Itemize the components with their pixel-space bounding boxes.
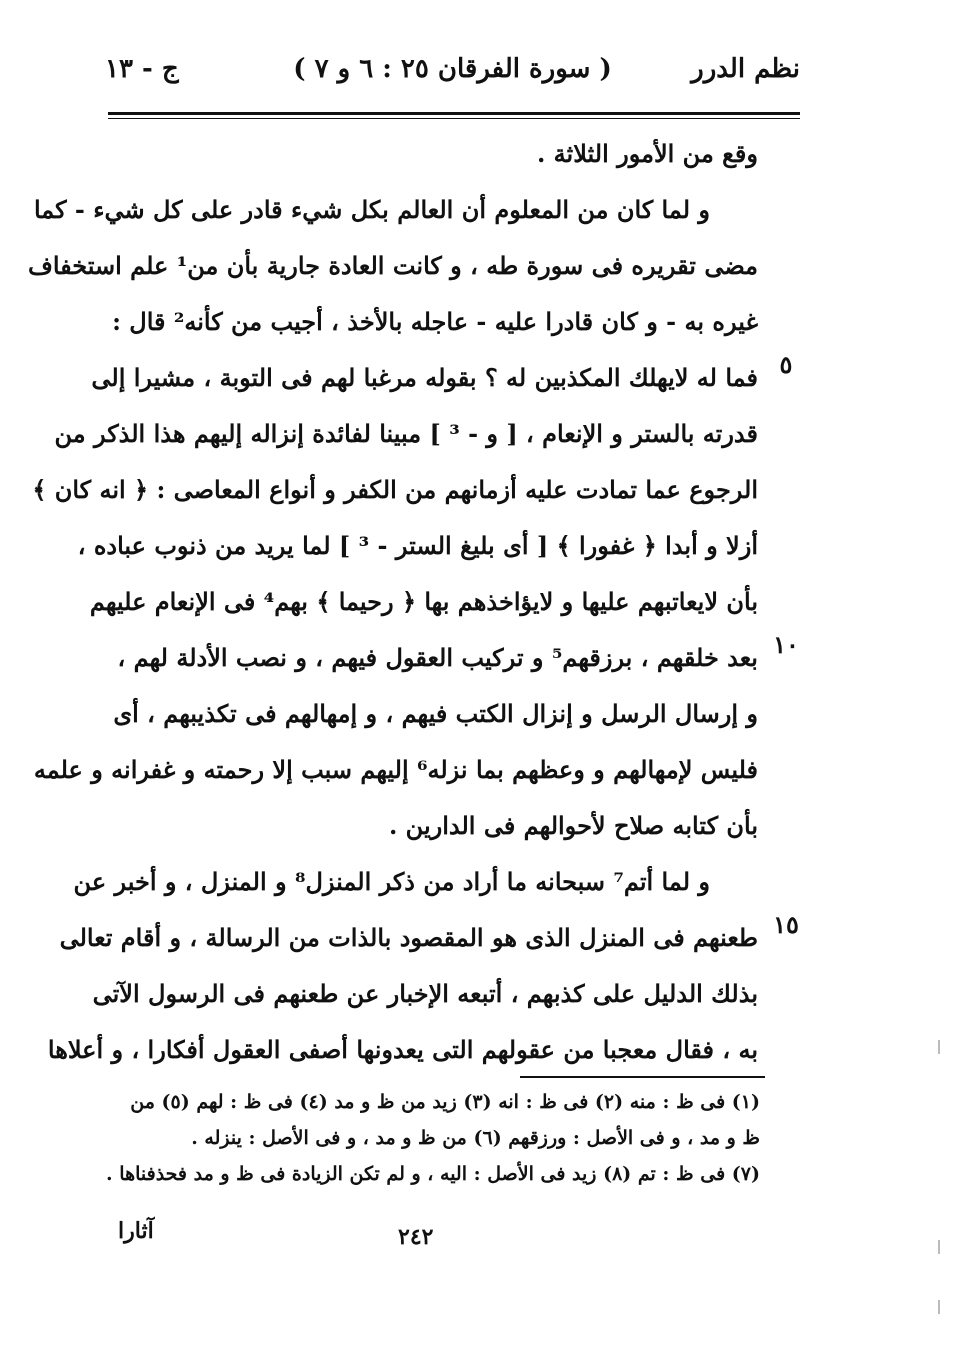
text-line: بأن كتابه صلاح لأحوالهم فى الدارين . [388, 811, 758, 840]
main-text [27, 126, 758, 1078]
text-line: بذلك الدليل على كذبهم ، أتبعه الإخبار عن طعنهم فى الرسول الآتى [92, 979, 758, 1008]
surah-reference: ( سورة الفرقان ٢٥ : ٦ و ٧ ) [293, 54, 612, 84]
running-header [105, 46, 800, 98]
text-line: مضى تقريره فى سورة طه ، و كانت العادة جارية بأن من¹ علم استخفاف [27, 251, 758, 280]
text-line: وقع من الأمور الثلاثة . [536, 139, 758, 168]
text-line: بأن لايعاتبهم عليها و لايؤاخذهم بها ﴿ رحيما ﴾ بهم⁴ فى الإنعام عليهم [89, 587, 758, 616]
book-title: نظم الدرر [691, 54, 800, 84]
text-line: الرجوع عما تمادت عليه أزمانهم من الكفر و أنواع المعاصى : ﴿ انه كان ﴾ [32, 475, 758, 504]
margin-line-number: ٥ [779, 350, 793, 379]
text-line: طعنهم فى المنزل الذى هو المقصود بالذات من الرسالة ، و أقام تعالى [59, 923, 758, 952]
scan-edge-mark [938, 1040, 940, 1054]
text-line: به ، فقال معجبا من عقولهم التى يعدونها أصفى العقول أفكارا ، و أعلاها [47, 1035, 758, 1064]
margin-line-number: ١٠ [773, 630, 799, 659]
footnote-line: (١) فى ظ : منه (٢) فى ظ : انه (٣) زيد من ظ و مد (٤) فى ظ : لهم (٥) من [130, 1091, 760, 1113]
margin-line-number: ١٥ [773, 910, 799, 939]
scan-edge-mark [938, 1240, 940, 1254]
volume-number: ج - ١٣ [105, 54, 179, 84]
page-number: ٢٤٢ [398, 1224, 434, 1250]
text-line: و إرسال الرسل و إنزال الكتب فيهم ، و إمهالهم فى تكذيبهم ، أى [113, 699, 758, 728]
text-line: قدرته بالستر و الإنعام ، [ و - ³ ] مبينا لفائدة إنزاله إليهم هذا الذكر من [54, 419, 758, 448]
text-line: غيره به - و كان قادرا عليه - عاجله بالأخذ ، أجيب من كأنه² قال : [112, 307, 758, 336]
footnote-line: ظ و مد ، و فى الأصل : ورزقهم (٦) من ظ و مد ، و فى الأصل : ينزله . [191, 1127, 760, 1149]
text-line: بعد خلقهم ، برزقهم⁵ و تركيب العقول فيهم ، و نصب الأدلة لهم ، [117, 643, 758, 672]
text-line: أزلا و أبدا ﴿ غفورا ﴾ [ أى بليغ الستر - ³ ] لما يريد من ذنوب عباده ، [77, 531, 758, 560]
text-line: و لما أتم⁷ سبحانه ما أراد من ذكر المنزل⁸ و المنزل ، و أخبر عن [73, 867, 710, 896]
text-line: و لما كان من المعلوم أن العالم بكل شيء قادر على كل شيء - كما [33, 195, 710, 224]
header-rule-thin [108, 118, 800, 119]
text-line: فليس لإمهالهم و وعظهم بما نزله⁶ إليهم سبب إلا رحمته و غفرانه و علمه [33, 755, 758, 784]
scan-edge-mark [938, 1300, 940, 1314]
footnote-line: (٧) فى ظ : تم (٨) زيد فى الأصل : اليه ، و لم تكن الزيادة فى ظ و مد فحذفناها . [106, 1163, 760, 1185]
catchword: آثارا [118, 1218, 154, 1244]
text-line: فما له لايهلك المكذبين له ؟ بقوله مرغبا لهم فى التوبة ، مشيرا إلى [91, 363, 758, 392]
footnote-separator [520, 1076, 765, 1078]
footnotes [108, 1084, 760, 1192]
header-rule-thick [108, 112, 800, 115]
